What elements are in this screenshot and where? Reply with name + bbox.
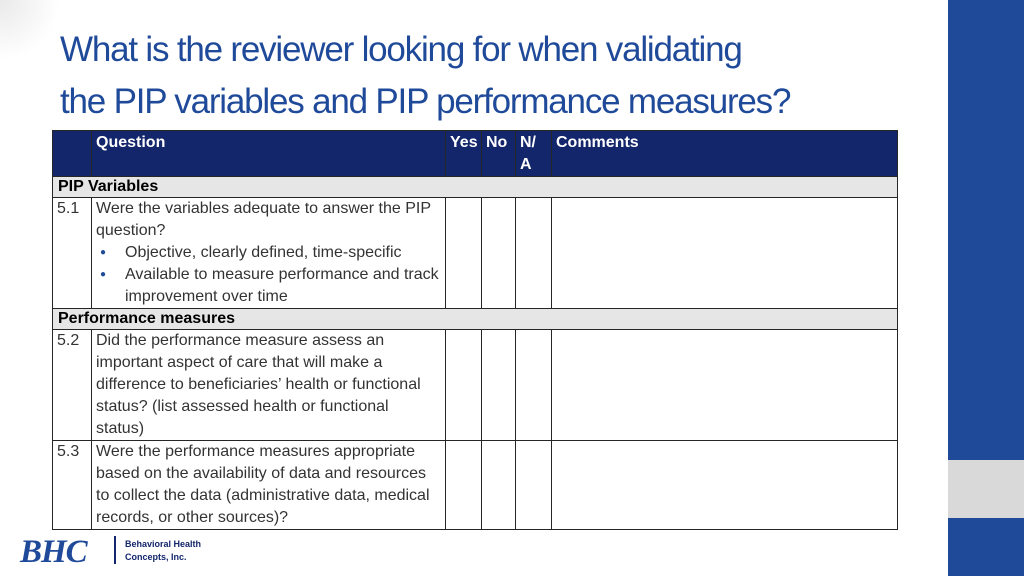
section-row-performance-measures — [53, 309, 898, 330]
logo-divider — [114, 536, 116, 564]
table-row — [53, 441, 898, 530]
header-no: No — [482, 131, 516, 177]
right-accent-bar — [948, 0, 1024, 576]
header-num — [53, 131, 92, 177]
section-label: PIP Variables — [53, 177, 898, 198]
na-cell[interactable] — [516, 441, 552, 530]
comments-cell[interactable] — [552, 441, 898, 530]
table-row — [53, 330, 898, 441]
bullet-text: Objective, clearly defined, time-specific — [125, 244, 402, 261]
row-question: Were the performance measures appropriate based on the availability of data and resources to collect the data (administrative data, medical records, or other sources)? — [92, 441, 446, 530]
yes-cell[interactable] — [446, 198, 482, 309]
slide-title — [60, 24, 940, 128]
comments-cell[interactable] — [552, 198, 898, 309]
bullet-text: Available to measure performance and track improvement over time — [125, 266, 439, 305]
header-yes: Yes — [446, 131, 482, 177]
yes-cell[interactable] — [446, 330, 482, 441]
section-label: Performance measures — [53, 309, 898, 330]
review-table — [52, 130, 898, 530]
no-cell[interactable] — [482, 441, 516, 530]
no-cell[interactable] — [482, 198, 516, 309]
no-cell[interactable] — [482, 330, 516, 441]
company-name-line-2: Concepts, Inc. — [125, 552, 187, 562]
slide-title-line-1: What is the reviewer looking for when validating — [60, 30, 742, 69]
list-item — [100, 264, 441, 308]
table-row — [53, 198, 898, 309]
row-number: 5.1 — [53, 198, 92, 309]
row-number: 5.2 — [53, 330, 92, 441]
bullet-icon: ● — [100, 269, 107, 280]
row-question: Did the performance measure assess an important aspect of care that will make a difference to beneficiaries’ health or functional status? (list assessed health or functional status) — [92, 330, 446, 441]
na-cell[interactable] — [516, 198, 552, 309]
slide-title-line-2: the PIP variables and PIP performance measures? — [60, 82, 791, 121]
table-header-row — [53, 131, 898, 177]
section-row-pip-variables — [53, 177, 898, 198]
bullet-icon: ● — [100, 247, 107, 258]
company-name — [125, 538, 201, 564]
na-cell[interactable] — [516, 330, 552, 441]
list-item — [100, 242, 441, 264]
corner-shade — [0, 0, 60, 60]
yes-cell[interactable] — [446, 441, 482, 530]
right-accent-band — [948, 460, 1024, 518]
row-number: 5.3 — [53, 441, 92, 530]
question-bullets — [96, 242, 441, 308]
question-text: Were the variables adequate to answer the PIP question? — [96, 200, 431, 239]
row-question — [92, 198, 446, 309]
bhc-logo-icon — [18, 533, 108, 567]
logo-mark: BHC — [20, 534, 87, 567]
comments-cell[interactable] — [552, 330, 898, 441]
header-question: Question — [92, 131, 446, 177]
header-na: N/A — [516, 131, 552, 177]
header-comments: Comments — [552, 131, 898, 177]
company-name-line-1: Behavioral Health — [125, 539, 202, 549]
